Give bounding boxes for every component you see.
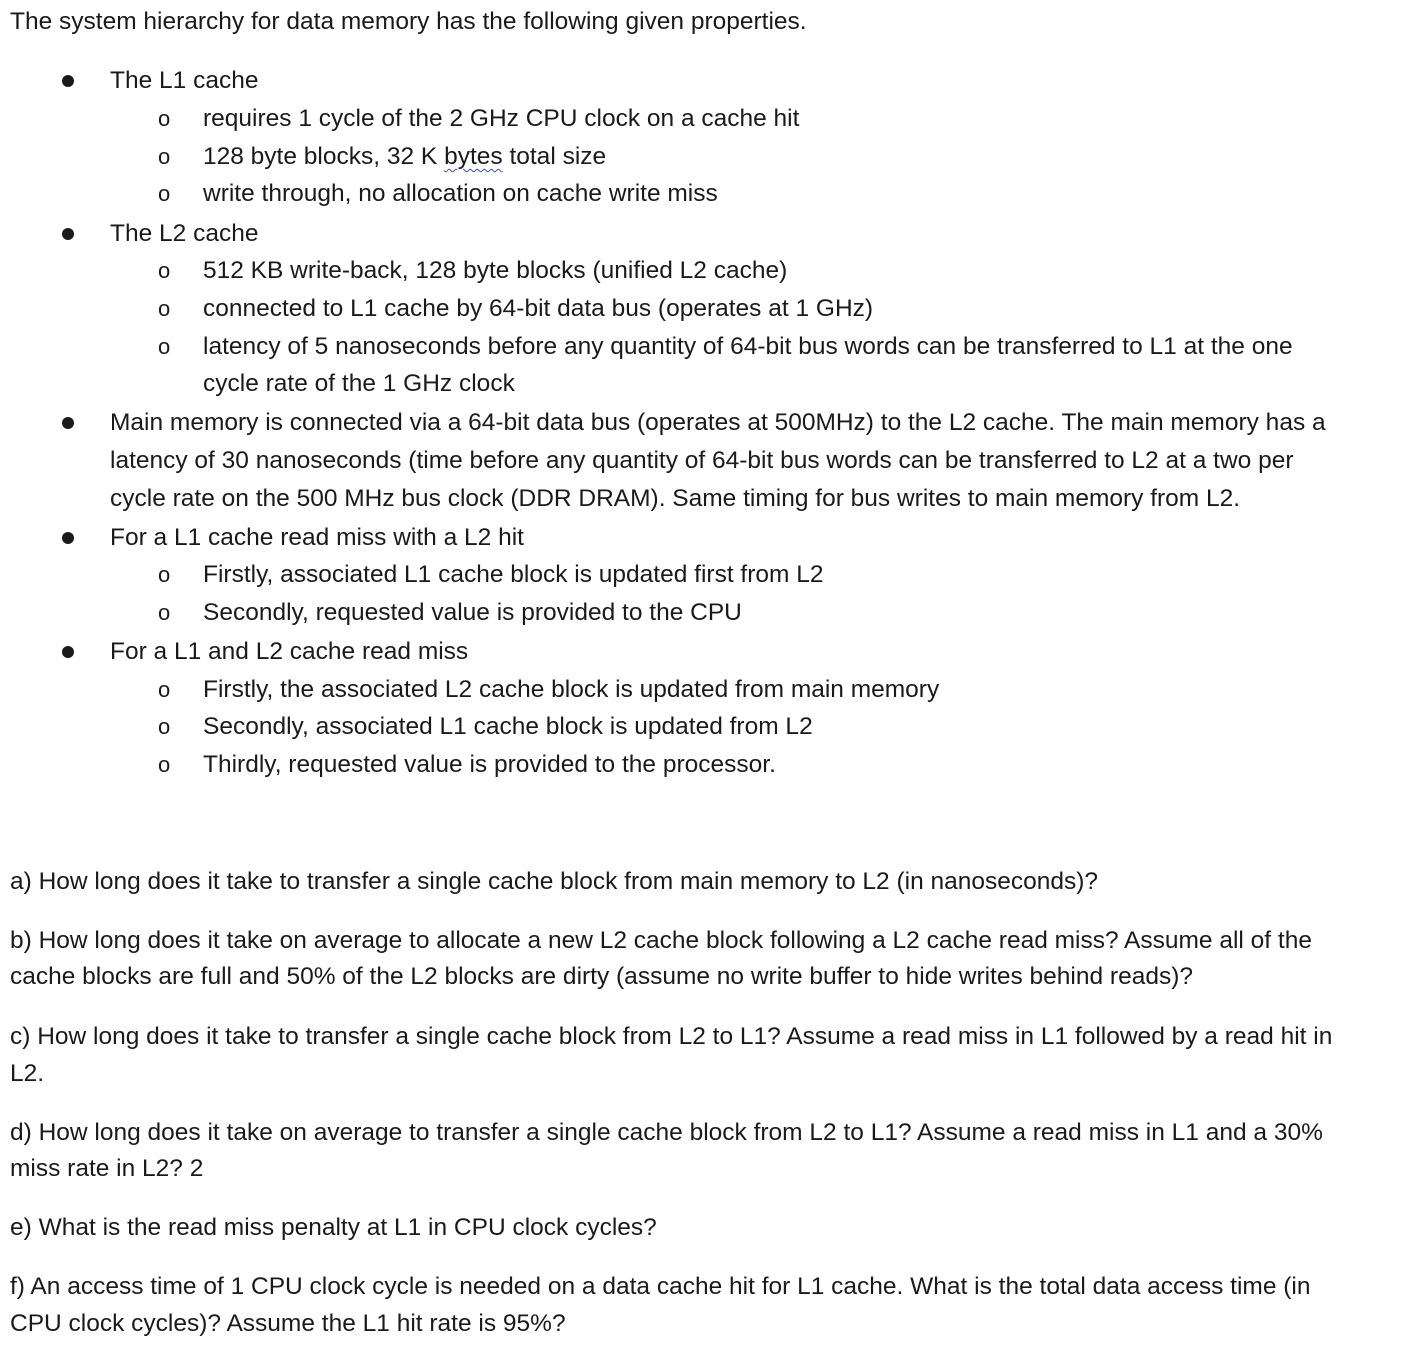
section-title-l1-l2-miss: For a L1 and L2 cache read miss <box>110 638 469 665</box>
l2-item-latency-line-1: latency of 5 nanoseconds before any quantity of 64-bit bus words can be transferred to L1 at the one <box>203 333 1293 360</box>
question-b-line-1: b) How long does it take on average to allocate a new L2 cache block following a L2 cache read miss? Assume all of the <box>10 927 1312 954</box>
sub-bullet-icon: o <box>158 106 171 131</box>
l1-l2-miss-item-3: Thirdly, requested value is provided to the processor. <box>203 751 776 778</box>
l2-item-bus: connected to L1 cache by 64-bit data bus (operates at 1 GHz) <box>203 295 874 322</box>
spellcheck-flagged-word: bytes <box>444 143 503 170</box>
intro-text: The system hierarchy for data memory has the following given properties. <box>10 8 807 35</box>
l2-item-size: 512 KB write-back, 128 byte blocks (unified L2 cache) <box>203 257 788 284</box>
bullet-icon <box>62 532 74 544</box>
question-c-line-1: c) How long does it take to transfer a single cache block from L2 to L1? Assume a read miss in L1 followed by a read hit in <box>10 1023 1333 1050</box>
question-c-line-2: L2. <box>10 1060 45 1087</box>
section-title-l2-cache: The L2 cache <box>110 220 259 247</box>
sub-bullet-icon: o <box>158 677 171 702</box>
l1-l2-miss-item-2: Secondly, associated L1 cache block is updated from L2 <box>203 713 813 740</box>
bullet-icon <box>62 75 74 87</box>
l1-item-write-policy: write through, no allocation on cache write miss <box>203 180 718 207</box>
question-d-line-2: miss rate in L2? 2 <box>10 1155 204 1182</box>
section-title-l1-miss-l2-hit: For a L1 cache read miss with a L2 hit <box>110 524 524 551</box>
bullet-icon <box>62 646 74 658</box>
question-b-line-2: cache blocks are full and 50% of the L2 blocks are dirty (assume no write buffer to hide writes behind reads)? <box>10 963 1193 990</box>
l1-miss-item-1: Firstly, associated L1 cache block is updated first from L2 <box>203 561 824 588</box>
main-memory-line-2: latency of 30 nanoseconds (time before any quantity of 64-bit bus words can be transferred to L2 at a two per <box>110 447 1294 474</box>
section-title-l1-cache: The L1 cache <box>110 67 259 94</box>
main-memory-line-3: cycle rate on the 500 MHz bus clock (DDR DRAM). Same timing for bus writes to main memory from L2. <box>110 485 1241 512</box>
question-a: a) How long does it take to transfer a single cache block from main memory to L2 (in nanoseconds)? <box>10 868 1099 895</box>
question-e: e) What is the read miss penalty at L1 in CPU clock cycles? <box>10 1214 657 1241</box>
bullet-icon <box>62 417 74 429</box>
sub-bullet-icon: o <box>158 181 171 206</box>
sub-bullet-icon: o <box>158 296 171 321</box>
sub-bullet-icon: o <box>158 600 171 625</box>
question-f-line-1: f) An access time of 1 CPU clock cycle is needed on a data cache hit for L1 cache. What is the total data access time (in <box>10 1273 1311 1300</box>
sub-bullet-icon: o <box>158 714 171 739</box>
bullet-icon <box>62 228 74 240</box>
main-memory-line-1: Main memory is connected via a 64-bit data bus (operates at 500MHz) to the L2 cache. The main memory has a <box>110 409 1326 436</box>
sub-bullet-icon: o <box>158 752 171 777</box>
sub-bullet-icon: o <box>158 334 171 359</box>
l1-l2-miss-item-1: Firstly, the associated L2 cache block is updated from main memory <box>203 676 940 703</box>
l1-miss-item-2: Secondly, requested value is provided to the CPU <box>203 599 742 626</box>
sub-bullet-icon: o <box>158 258 171 283</box>
l2-item-latency-line-2: cycle rate of the 1 GHz clock <box>203 370 515 397</box>
sub-bullet-icon: o <box>158 144 171 169</box>
sub-bullet-icon: o <box>158 562 171 587</box>
question-d-line-1: d) How long does it take on average to transfer a single cache block from L2 to L1? Assume a read miss in L1 and a 30% <box>10 1119 1323 1146</box>
question-f-line-2: CPU clock cycles)? Assume the L1 hit rate is 95%? <box>10 1310 566 1337</box>
l1-item-hit-cycle: requires 1 cycle of the 2 GHz CPU clock on a cache hit <box>203 105 800 132</box>
l1-item-block-size: 128 byte blocks, 32 K bytes total size <box>203 143 607 170</box>
